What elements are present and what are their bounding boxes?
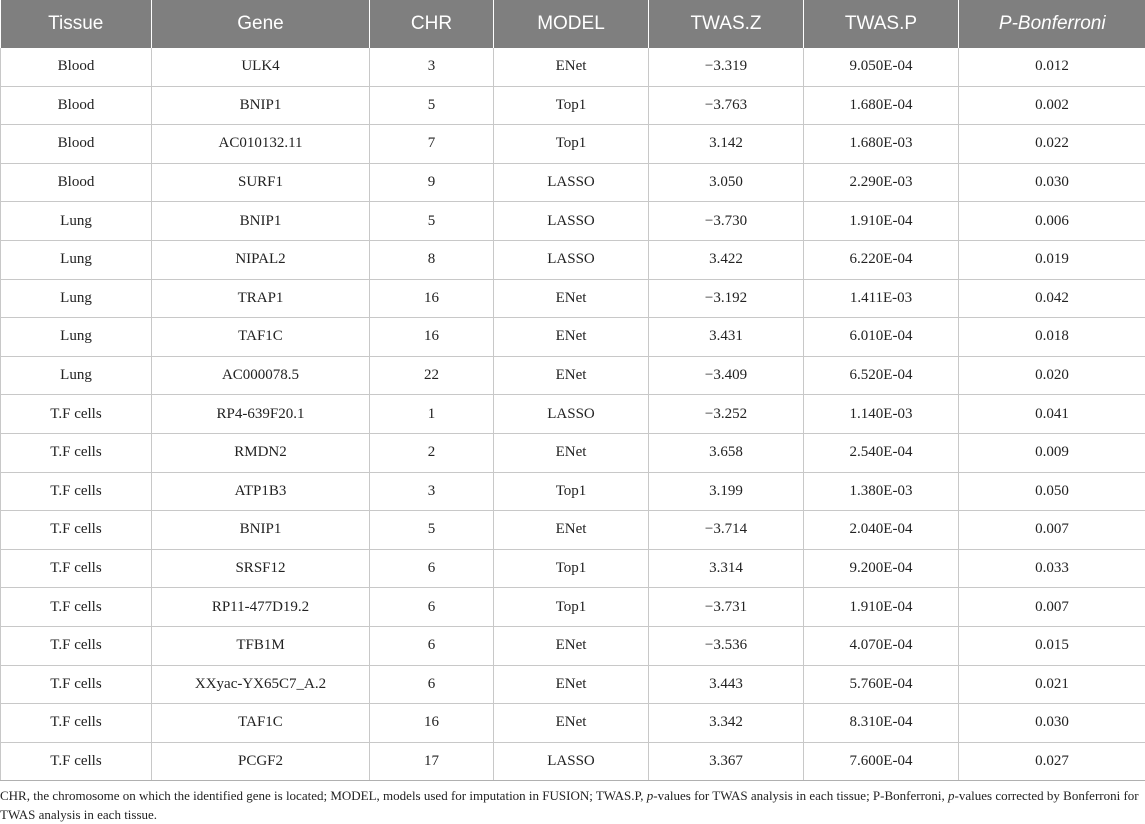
- cell-p-bonferroni: 0.030: [959, 163, 1145, 202]
- cell-twas-p: 5.760E-04: [804, 665, 959, 704]
- cell-chr: 1: [370, 395, 494, 434]
- table-row: [1, 202, 1145, 241]
- cell-gene: RP4-639F20.1: [152, 395, 370, 434]
- cell-twas-p: 8.310E-04: [804, 704, 959, 743]
- cell-chr: 6: [370, 588, 494, 627]
- cell-chr: 16: [370, 318, 494, 357]
- cell-tissue: T.F cells: [1, 433, 152, 472]
- cell-chr: 9: [370, 163, 494, 202]
- cell-twas-z: 3.443: [649, 665, 804, 704]
- cell-model: Top1: [494, 125, 649, 164]
- header-twas-p: TWAS.P: [804, 0, 959, 48]
- cell-model: LASSO: [494, 395, 649, 434]
- header-gene: Gene: [152, 0, 370, 48]
- cell-twas-z: −3.319: [649, 48, 804, 86]
- cell-twas-z: −3.192: [649, 279, 804, 318]
- cell-chr: 22: [370, 356, 494, 395]
- cell-twas-p: 1.680E-04: [804, 86, 959, 125]
- cell-p-bonferroni: 0.015: [959, 626, 1145, 665]
- cell-twas-z: 3.199: [649, 472, 804, 511]
- header-model: MODEL: [494, 0, 649, 48]
- cell-tissue: T.F cells: [1, 472, 152, 511]
- cell-p-bonferroni: 0.050: [959, 472, 1145, 511]
- cell-gene: TAF1C: [152, 318, 370, 357]
- cell-tissue: Blood: [1, 86, 152, 125]
- cell-tissue: T.F cells: [1, 626, 152, 665]
- cell-gene: ULK4: [152, 48, 370, 86]
- cell-tissue: Blood: [1, 163, 152, 202]
- header-tissue: Tissue: [1, 0, 152, 48]
- cell-gene: NIPAL2: [152, 240, 370, 279]
- cell-model: Top1: [494, 588, 649, 627]
- cell-gene: BNIP1: [152, 511, 370, 550]
- footnote-p-italic-2: p: [948, 788, 955, 803]
- cell-p-bonferroni: 0.007: [959, 511, 1145, 550]
- footnote-text-2: -values for TWAS analysis in each tissue; P-Bonferroni,: [653, 788, 949, 803]
- cell-tissue: Lung: [1, 356, 152, 395]
- cell-twas-p: 1.680E-03: [804, 125, 959, 164]
- cell-chr: 5: [370, 202, 494, 241]
- cell-model: ENet: [494, 356, 649, 395]
- cell-gene: RMDN2: [152, 433, 370, 472]
- cell-twas-z: 3.658: [649, 433, 804, 472]
- cell-p-bonferroni: 0.041: [959, 395, 1145, 434]
- table-header: [1, 0, 1145, 48]
- cell-model: ENet: [494, 48, 649, 86]
- cell-p-bonferroni: 0.022: [959, 125, 1145, 164]
- table-row: [1, 318, 1145, 357]
- cell-twas-p: 9.200E-04: [804, 549, 959, 588]
- cell-tissue: Blood: [1, 48, 152, 86]
- cell-chr: 16: [370, 704, 494, 743]
- cell-model: LASSO: [494, 742, 649, 781]
- cell-twas-z: 3.314: [649, 549, 804, 588]
- cell-chr: 5: [370, 86, 494, 125]
- cell-twas-p: 2.290E-03: [804, 163, 959, 202]
- table-row: [1, 395, 1145, 434]
- cell-twas-p: 6.520E-04: [804, 356, 959, 395]
- cell-model: LASSO: [494, 240, 649, 279]
- cell-model: Top1: [494, 549, 649, 588]
- cell-model: Top1: [494, 86, 649, 125]
- cell-model: ENet: [494, 433, 649, 472]
- cell-twas-p: 1.910E-04: [804, 588, 959, 627]
- cell-gene: XXyac-YX65C7_A.2: [152, 665, 370, 704]
- cell-twas-z: 3.342: [649, 704, 804, 743]
- cell-gene: TAF1C: [152, 704, 370, 743]
- cell-gene: ATP1B3: [152, 472, 370, 511]
- cell-tissue: T.F cells: [1, 742, 152, 781]
- cell-model: LASSO: [494, 202, 649, 241]
- cell-twas-p: 2.540E-04: [804, 433, 959, 472]
- cell-p-bonferroni: 0.019: [959, 240, 1145, 279]
- cell-tissue: Lung: [1, 240, 152, 279]
- table-body: [1, 48, 1145, 781]
- cell-chr: 6: [370, 549, 494, 588]
- cell-tissue: T.F cells: [1, 395, 152, 434]
- table-row: [1, 163, 1145, 202]
- header-chr: CHR: [370, 0, 494, 48]
- cell-chr: 17: [370, 742, 494, 781]
- table-row: [1, 86, 1145, 125]
- cell-gene: SRSF12: [152, 549, 370, 588]
- cell-p-bonferroni: 0.030: [959, 704, 1145, 743]
- header-p-bonferroni: P-Bonferroni: [959, 0, 1145, 48]
- cell-twas-p: 1.910E-04: [804, 202, 959, 241]
- cell-tissue: T.F cells: [1, 704, 152, 743]
- cell-chr: 7: [370, 125, 494, 164]
- cell-tissue: T.F cells: [1, 549, 152, 588]
- cell-gene: RP11-477D19.2: [152, 588, 370, 627]
- table-row: [1, 626, 1145, 665]
- table-row: [1, 125, 1145, 164]
- cell-chr: 16: [370, 279, 494, 318]
- cell-p-bonferroni: 0.018: [959, 318, 1145, 357]
- cell-gene: AC000078.5: [152, 356, 370, 395]
- cell-twas-z: 3.431: [649, 318, 804, 357]
- cell-p-bonferroni: 0.027: [959, 742, 1145, 781]
- cell-twas-z: −3.763: [649, 86, 804, 125]
- table-row: [1, 588, 1145, 627]
- cell-tissue: T.F cells: [1, 511, 152, 550]
- cell-chr: 6: [370, 626, 494, 665]
- header-row: [1, 0, 1145, 48]
- cell-twas-p: 1.140E-03: [804, 395, 959, 434]
- cell-p-bonferroni: 0.009: [959, 433, 1145, 472]
- table-row: [1, 704, 1145, 743]
- cell-twas-z: −3.536: [649, 626, 804, 665]
- table-row: [1, 356, 1145, 395]
- table-row: [1, 240, 1145, 279]
- cell-twas-p: 2.040E-04: [804, 511, 959, 550]
- cell-twas-z: −3.252: [649, 395, 804, 434]
- cell-twas-z: −3.730: [649, 202, 804, 241]
- cell-gene: PCGF2: [152, 742, 370, 781]
- cell-gene: BNIP1: [152, 86, 370, 125]
- table-footnote: [0, 786, 1140, 824]
- cell-model: ENet: [494, 318, 649, 357]
- table-row: [1, 433, 1145, 472]
- cell-tissue: Lung: [1, 318, 152, 357]
- cell-p-bonferroni: 0.007: [959, 588, 1145, 627]
- cell-twas-p: 1.411E-03: [804, 279, 959, 318]
- cell-chr: 8: [370, 240, 494, 279]
- cell-model: ENet: [494, 279, 649, 318]
- cell-model: Top1: [494, 472, 649, 511]
- cell-model: LASSO: [494, 163, 649, 202]
- cell-gene: BNIP1: [152, 202, 370, 241]
- cell-twas-z: −3.409: [649, 356, 804, 395]
- cell-chr: 6: [370, 665, 494, 704]
- cell-p-bonferroni: 0.002: [959, 86, 1145, 125]
- cell-p-bonferroni: 0.021: [959, 665, 1145, 704]
- cell-twas-z: −3.714: [649, 511, 804, 550]
- footnote-p-italic-1: p: [646, 788, 654, 803]
- cell-p-bonferroni: 0.020: [959, 356, 1145, 395]
- cell-twas-z: 3.050: [649, 163, 804, 202]
- cell-gene: AC010132.11: [152, 125, 370, 164]
- cell-model: ENet: [494, 626, 649, 665]
- table-row: [1, 48, 1145, 86]
- cell-twas-p: 7.600E-04: [804, 742, 959, 781]
- cell-p-bonferroni: 0.042: [959, 279, 1145, 318]
- cell-p-bonferroni: 0.006: [959, 202, 1145, 241]
- table-row: [1, 279, 1145, 318]
- cell-p-bonferroni: 0.033: [959, 549, 1145, 588]
- table-row: [1, 511, 1145, 550]
- cell-chr: 5: [370, 511, 494, 550]
- cell-gene: TFB1M: [152, 626, 370, 665]
- footnote-text-1: CHR, the chromosome on which the identified gene is located; MODEL, models used for imputation in FUSION; TWAS.P,: [0, 788, 647, 803]
- cell-twas-p: 4.070E-04: [804, 626, 959, 665]
- cell-tissue: T.F cells: [1, 665, 152, 704]
- footnote-text-3: -values corrected by Bonferroni for TWAS analysis in each tissue.: [0, 788, 1139, 822]
- cell-chr: 3: [370, 472, 494, 511]
- cell-model: ENet: [494, 511, 649, 550]
- cell-twas-p: 1.380E-03: [804, 472, 959, 511]
- cell-tissue: Lung: [1, 279, 152, 318]
- cell-chr: 2: [370, 433, 494, 472]
- cell-twas-p: 9.050E-04: [804, 48, 959, 86]
- cell-twas-z: −3.731: [649, 588, 804, 627]
- cell-twas-z: 3.142: [649, 125, 804, 164]
- cell-twas-p: 6.010E-04: [804, 318, 959, 357]
- cell-gene: TRAP1: [152, 279, 370, 318]
- cell-tissue: Lung: [1, 202, 152, 241]
- table-row: [1, 665, 1145, 704]
- cell-chr: 3: [370, 48, 494, 86]
- header-twas-z: TWAS.Z: [649, 0, 804, 48]
- table-row: [1, 472, 1145, 511]
- cell-tissue: Blood: [1, 125, 152, 164]
- cell-gene: SURF1: [152, 163, 370, 202]
- table-row: [1, 549, 1145, 588]
- table-row: [1, 742, 1145, 781]
- cell-p-bonferroni: 0.012: [959, 48, 1145, 86]
- cell-model: ENet: [494, 665, 649, 704]
- cell-twas-p: 6.220E-04: [804, 240, 959, 279]
- cell-twas-z: 3.367: [649, 742, 804, 781]
- cell-model: ENet: [494, 704, 649, 743]
- cell-twas-z: 3.422: [649, 240, 804, 279]
- cell-tissue: T.F cells: [1, 588, 152, 627]
